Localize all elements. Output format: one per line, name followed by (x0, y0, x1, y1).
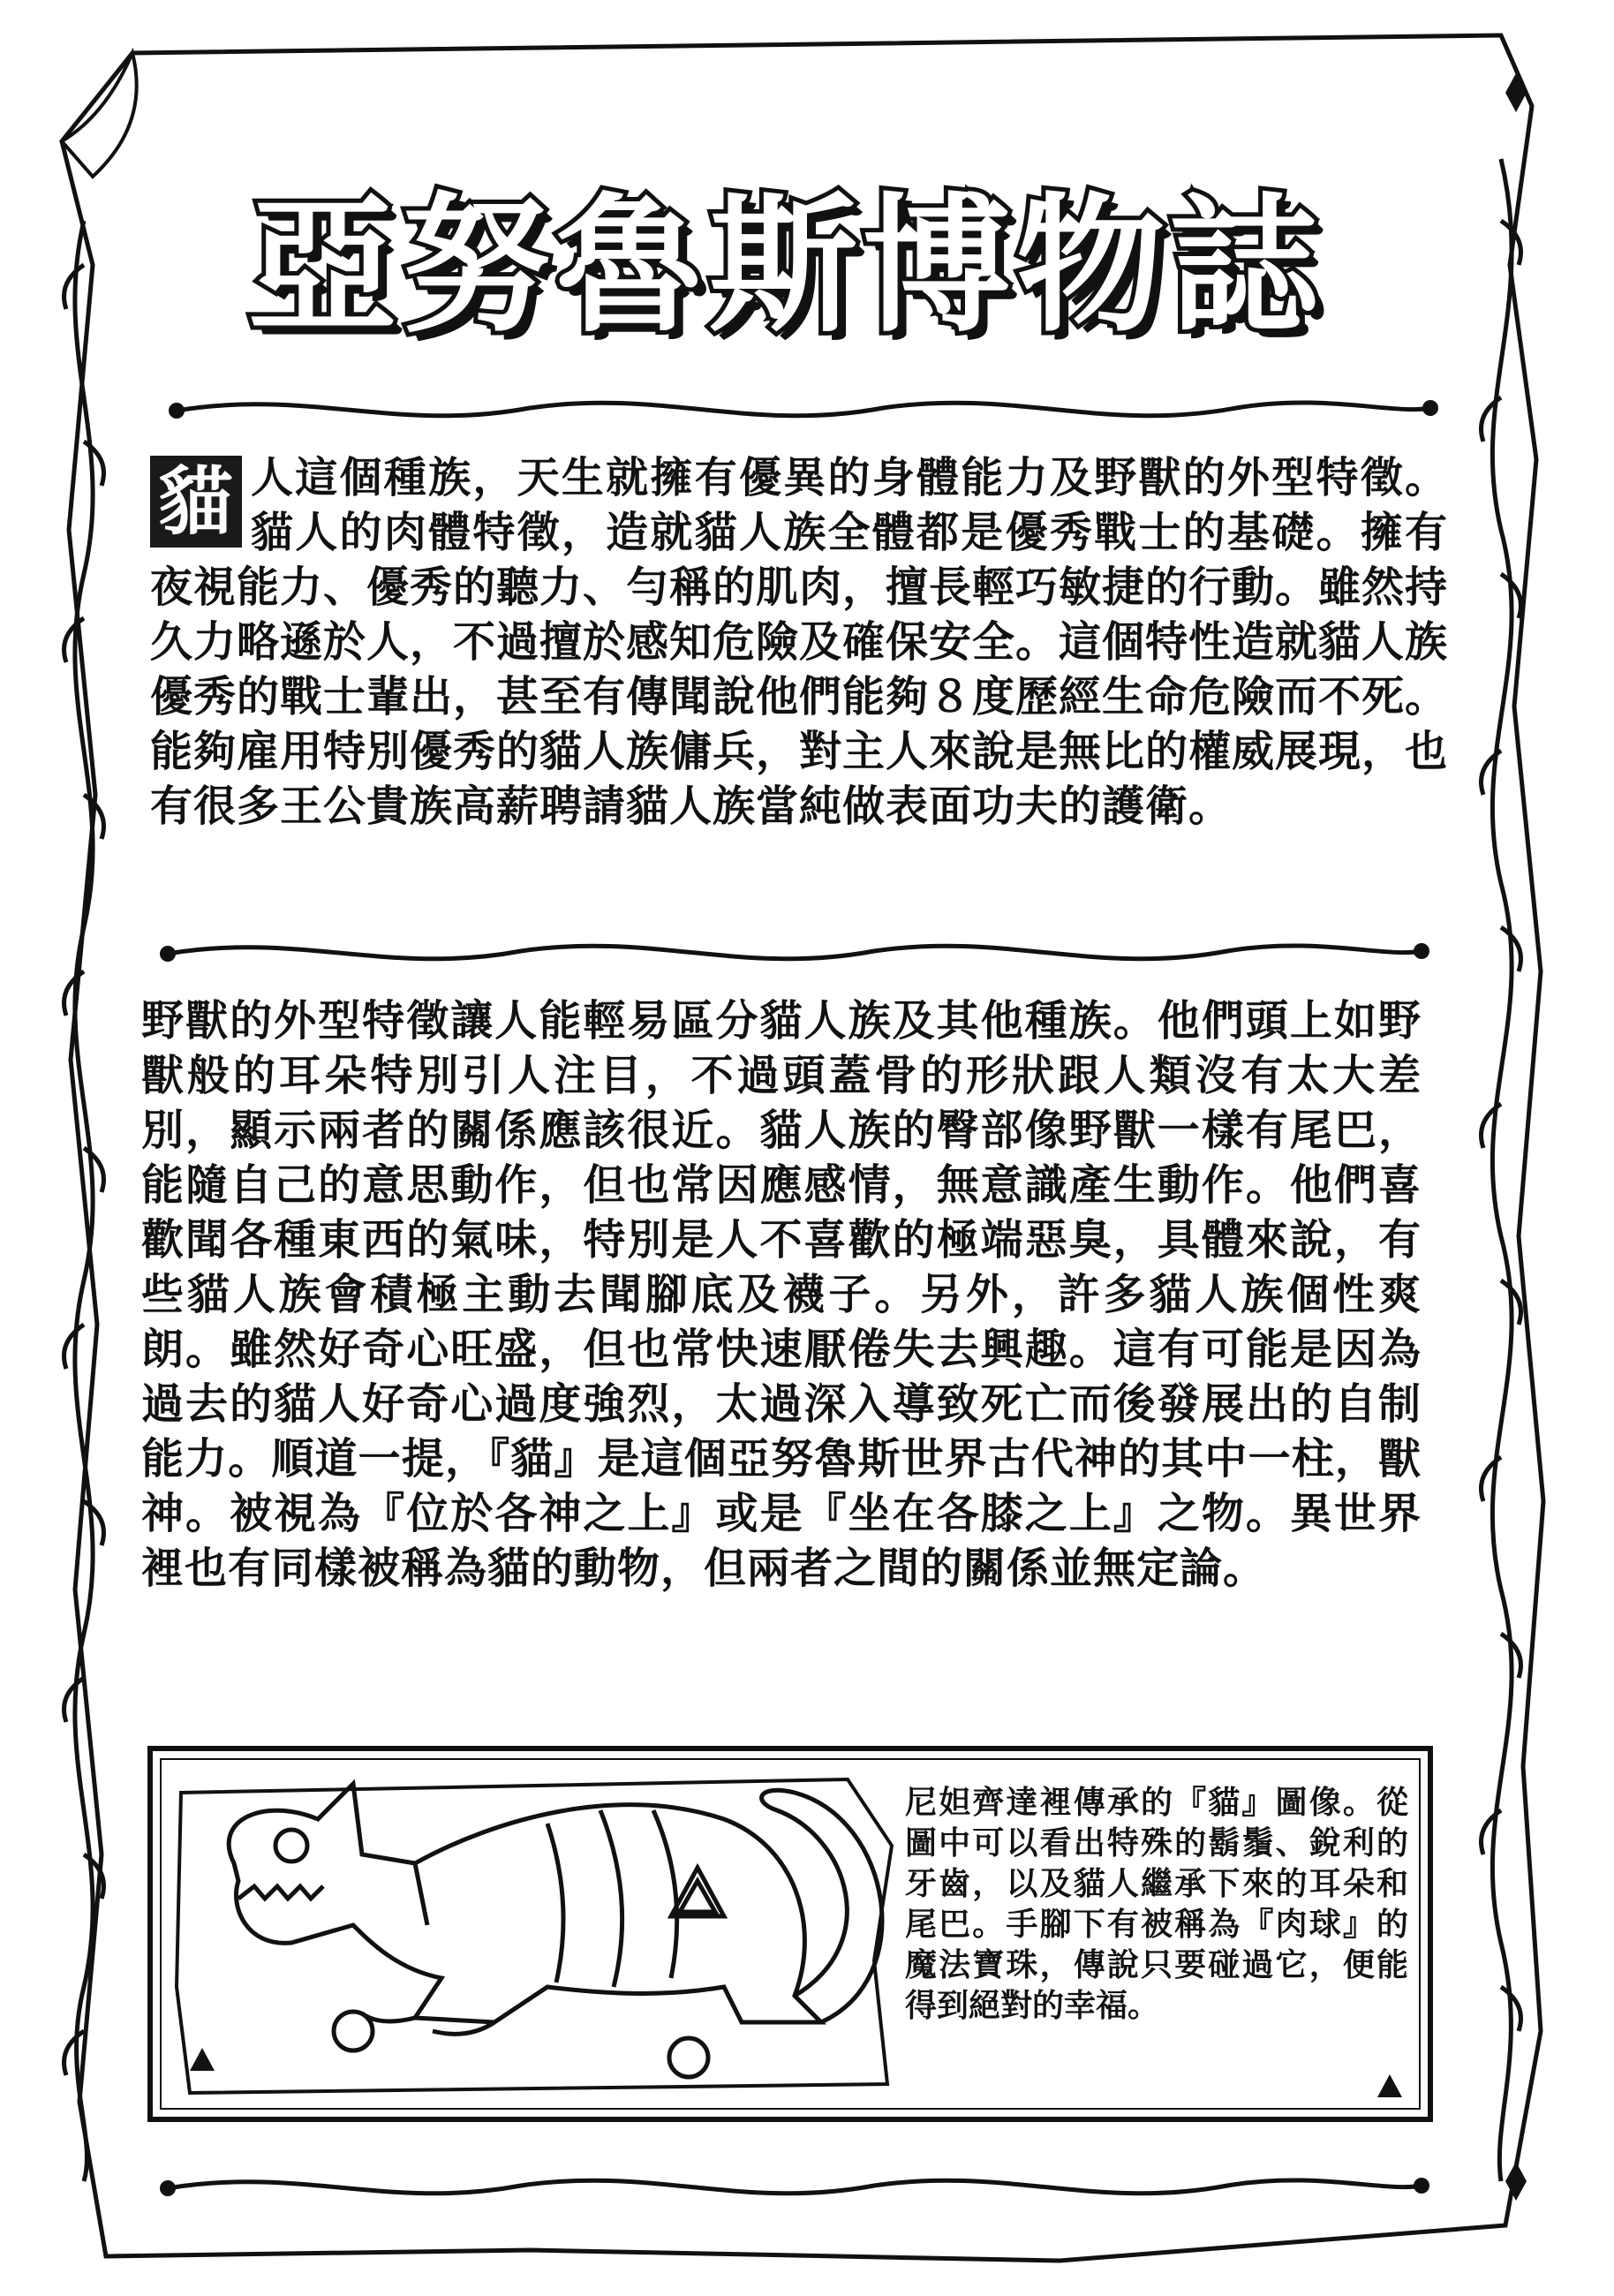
divider-3 (168, 2180, 1422, 2194)
divider-1 (177, 403, 1430, 416)
dropcap: 貓 (150, 456, 242, 548)
diamond-ornament-top-right (1505, 73, 1527, 112)
section-2-paragraph: 野獸的外型特徵讓人能輕易區分貓人族及其他種族。他們頭上如野獸般的耳朵特別引人注目，不過頭蓋骨的形狀跟人類沒有太大差別，顯示兩者的關係應該很近。貓人族的臀部像野獸一樣有尾巴，能隨自己的意思動作，但也常因應感情，無意識產生動作。他們喜歡聞各種東西的氣味，特別是人不喜歡的極端惡臭，具體來說，有些貓人族會積極主動去聞腳底及襪子。另外，許多貓人族個性爽朗。雖然好奇心旺盛，但也常快速厭倦失去興趣。這有可能是因為過去的貓人好奇心過度強烈，太過深入導致死亡而後發展出的自制能力。順道一提，『貓』是這個亞努魯斯世界古代神的其中一柱，獸神。被視為『位於各神之上』或是『坐在各膝之上』之物。異世界裡也有同樣被稱為貓的動物，但兩者之間的關係並無定論。 (141, 996, 1422, 1593)
diamond-ornament-bottom-right (1505, 2162, 1527, 2201)
figure-caption: 尼妲齊達裡傳承的『貓』圖像。從圖中可以看出特殊的鬍鬚、銳利的牙齒，以及貓人繼承下來的耳朵和尾巴。手腳下有被稱為『肉球』的魔法寶珠，傳說只要碰過它，便能得到絕對的幸福。 (905, 1784, 1408, 2024)
triangle-mark-right (1377, 2074, 1402, 2097)
section-1-text: 人這個種族，天生就擁有優異的身體能力及野獸的外型特徵。貓人的肉體特徵，造就貓人族全體都是優秀戰士的基礎。擁有夜視能力、優秀的聽力、勻稱的肌肉，擅長輕巧敏捷的行動。雖然持久力略遜於人，不過擅於感知危險及確保安全。這個特性造就貓人族優秀的戰士輩出，甚至有傳聞說他們能夠８度歷經生命危險而不死。能夠雇用特別優秀的貓人族傭兵，對主人來說是無比的權威展現，也有很多王公貴族高薪聘請貓人族當純做表面功夫的護衛。 (150, 453, 1449, 831)
triangle-mark-left (190, 2048, 215, 2071)
curled-corner (62, 53, 137, 177)
carved-cat-illustration (229, 1784, 882, 2077)
divider-2 (168, 946, 1422, 959)
stone-tablet (177, 1779, 892, 2093)
section-1-paragraph (150, 450, 1448, 834)
right-vine-ornament (1482, 159, 1521, 2181)
page-title: 亞努魯斯博物誌 (248, 177, 1324, 352)
